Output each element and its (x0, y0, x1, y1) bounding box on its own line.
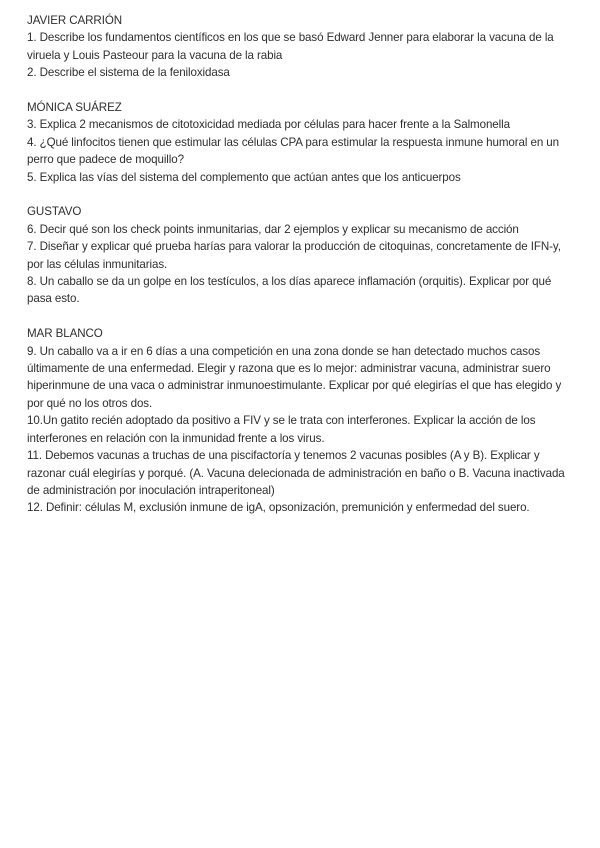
question-item: 5. Explica las vías del sistema del complemento que actúan antes que los anticuerpos (27, 170, 461, 184)
section-heading: JAVIER CARRIÓN (27, 14, 123, 27)
question-item: 2. Describe el sistema de la feniloxidasa (27, 66, 230, 80)
question-item: 12. Definir: células M, exclusión inmune de igA, opsonización, premunición y enfermedad del suero. (27, 501, 530, 515)
question-item: 10.Un gatito recién adoptado da positivo a FIV y se le trata con interferones. Explicar la acción de los interferones en relación con la inmunidad frente a los virus. (27, 414, 536, 445)
question-item: 11. Debemos vacunas a truchas de una piscifactoría y tenemos 2 vacunas posibles (A y B). Explicar y razonar cuál elegirías y porqué. (A. Vacuna delecionada de administración en baño o B. Vacuna inactivada de administración por inoculación intraperitoneal) (27, 449, 565, 497)
question-item: 4. ¿Qué linfocitos tienen que estimular las células CPA para estimular la respuesta inmune humoral en un perro que padece de moquillo? (27, 135, 559, 167)
question-item: 1. Describe los fundamentos científicos en los que se basó Edward Jenner para elaborar la vacuna de la viruela y Louis Pasteour para la vacuna de la rabia (27, 31, 554, 62)
section-mar-blanco (27, 325, 577, 516)
section-heading: GUSTAVO (27, 205, 82, 219)
section-heading: MÓNICA SUÁREZ (27, 101, 122, 115)
question-item: 8. Un caballo se da un golpe en los testículos, a los días aparece inflamación (orquitis). Explicar por qué pasa esto. (27, 275, 552, 306)
question-item: 3. Explica 2 mecanismos de citotoxicidad mediada por células para hacer frente a la Salmonella (27, 118, 510, 132)
section-javier-carrion (27, 12, 577, 82)
document-page (27, 12, 577, 534)
section-monica-suarez (27, 99, 577, 186)
section-heading: MAR BLANCO (27, 327, 103, 341)
question-item: 7. Diseñar y explicar qué prueba harías para valorar la producción de citoquinas, concretamente de IFN-y, por las células inmunitarias. (27, 240, 561, 271)
question-item: 6. Decir qué son los check points inmunitarias, dar 2 ejemplos y explicar su mecanismo de acción (27, 222, 519, 236)
section-gustavo (27, 203, 577, 307)
question-item: 9. Un caballo va a ir en 6 días a una competición en una zona donde se han detectado muchos casos últimamente de una enfermedad. Elegir y razona que es lo mejor: administrar vacuna, administrar suero hiperinmune de una vaca o administrar inmunoestimulante. Explicar por qué elegirías el que has elegido y por qué no los otros dos. (27, 344, 562, 410)
